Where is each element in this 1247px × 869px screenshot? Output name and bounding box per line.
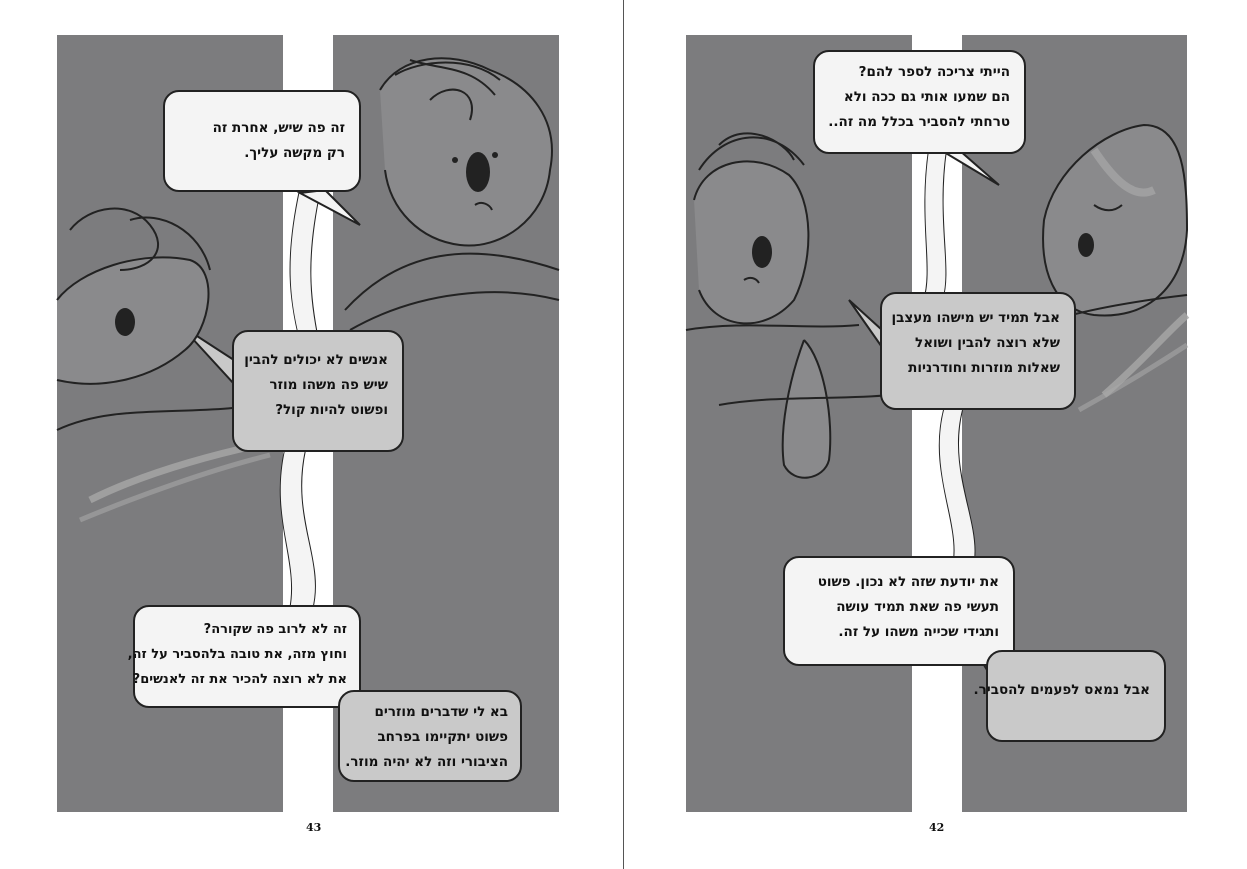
speech-bubble-3	[127, 605, 361, 708]
bubble-line: שיש פה משהו מוזר	[269, 377, 388, 393]
bubble-line: רק מקשה עליך.	[244, 145, 345, 161]
bubble-line: את יודעת שזה לא נכון. פשוט	[817, 574, 999, 590]
bubble-line: ותגידי שכייה משהו על זה.	[838, 624, 999, 640]
bubble-line: זה פה שיש, אחרת זה	[212, 120, 345, 136]
bubble-line: בא לי שדברים מוזרים	[374, 704, 508, 720]
page-43	[0, 0, 623, 869]
page-number: 42	[929, 821, 945, 834]
bubble-line: אבל נמאס לפעמים להסביר.	[973, 682, 1150, 698]
speech-bubble-4	[338, 690, 522, 782]
speech-bubble-1	[163, 90, 361, 192]
speech-bubble-7	[783, 556, 1015, 666]
bubble-line: זה לא לרוב פה שקורה?	[203, 622, 347, 637]
bubble-line: תעשי פה שאת תמיד עושה	[836, 599, 999, 615]
speech-bubble-5	[813, 50, 1026, 154]
page-number: 43	[306, 821, 322, 834]
bubble-line: הציבורי וזה לא יהיה מוזר.	[345, 754, 508, 770]
bubble-line: שאלות מוזרות וחודרניות	[908, 360, 1060, 376]
bubble-line: הייתי צריכה לספר להם?	[858, 64, 1010, 80]
bubble-line: וחוץ מזה, את טובה בלהסביר על זה,	[127, 647, 347, 662]
bubble-line: שלא רוצה להבין ושואל	[915, 335, 1060, 351]
bubble-line: ופשוט להיות קול?	[275, 402, 388, 418]
bubble-line: את לא רוצה להכיר את זה לאנשים?	[132, 672, 347, 687]
bubble-line: אבל תמיד יש מישהו מעצבן	[891, 310, 1060, 326]
speech-bubble-2	[232, 330, 404, 452]
bubble-line: פשוט יתקיימו בפרחב	[377, 729, 508, 745]
bubble-line: טרחתי להסביר בכלל מה זה..	[828, 114, 1010, 130]
page-42	[624, 0, 1247, 869]
bubble-line: אנשים לא יכולים להבין	[244, 352, 388, 368]
speech-bubble-6	[880, 292, 1076, 410]
bubble-line: הם שמעו אותי גם ככה ולא	[843, 89, 1010, 105]
speech-bubble-8	[973, 650, 1166, 742]
